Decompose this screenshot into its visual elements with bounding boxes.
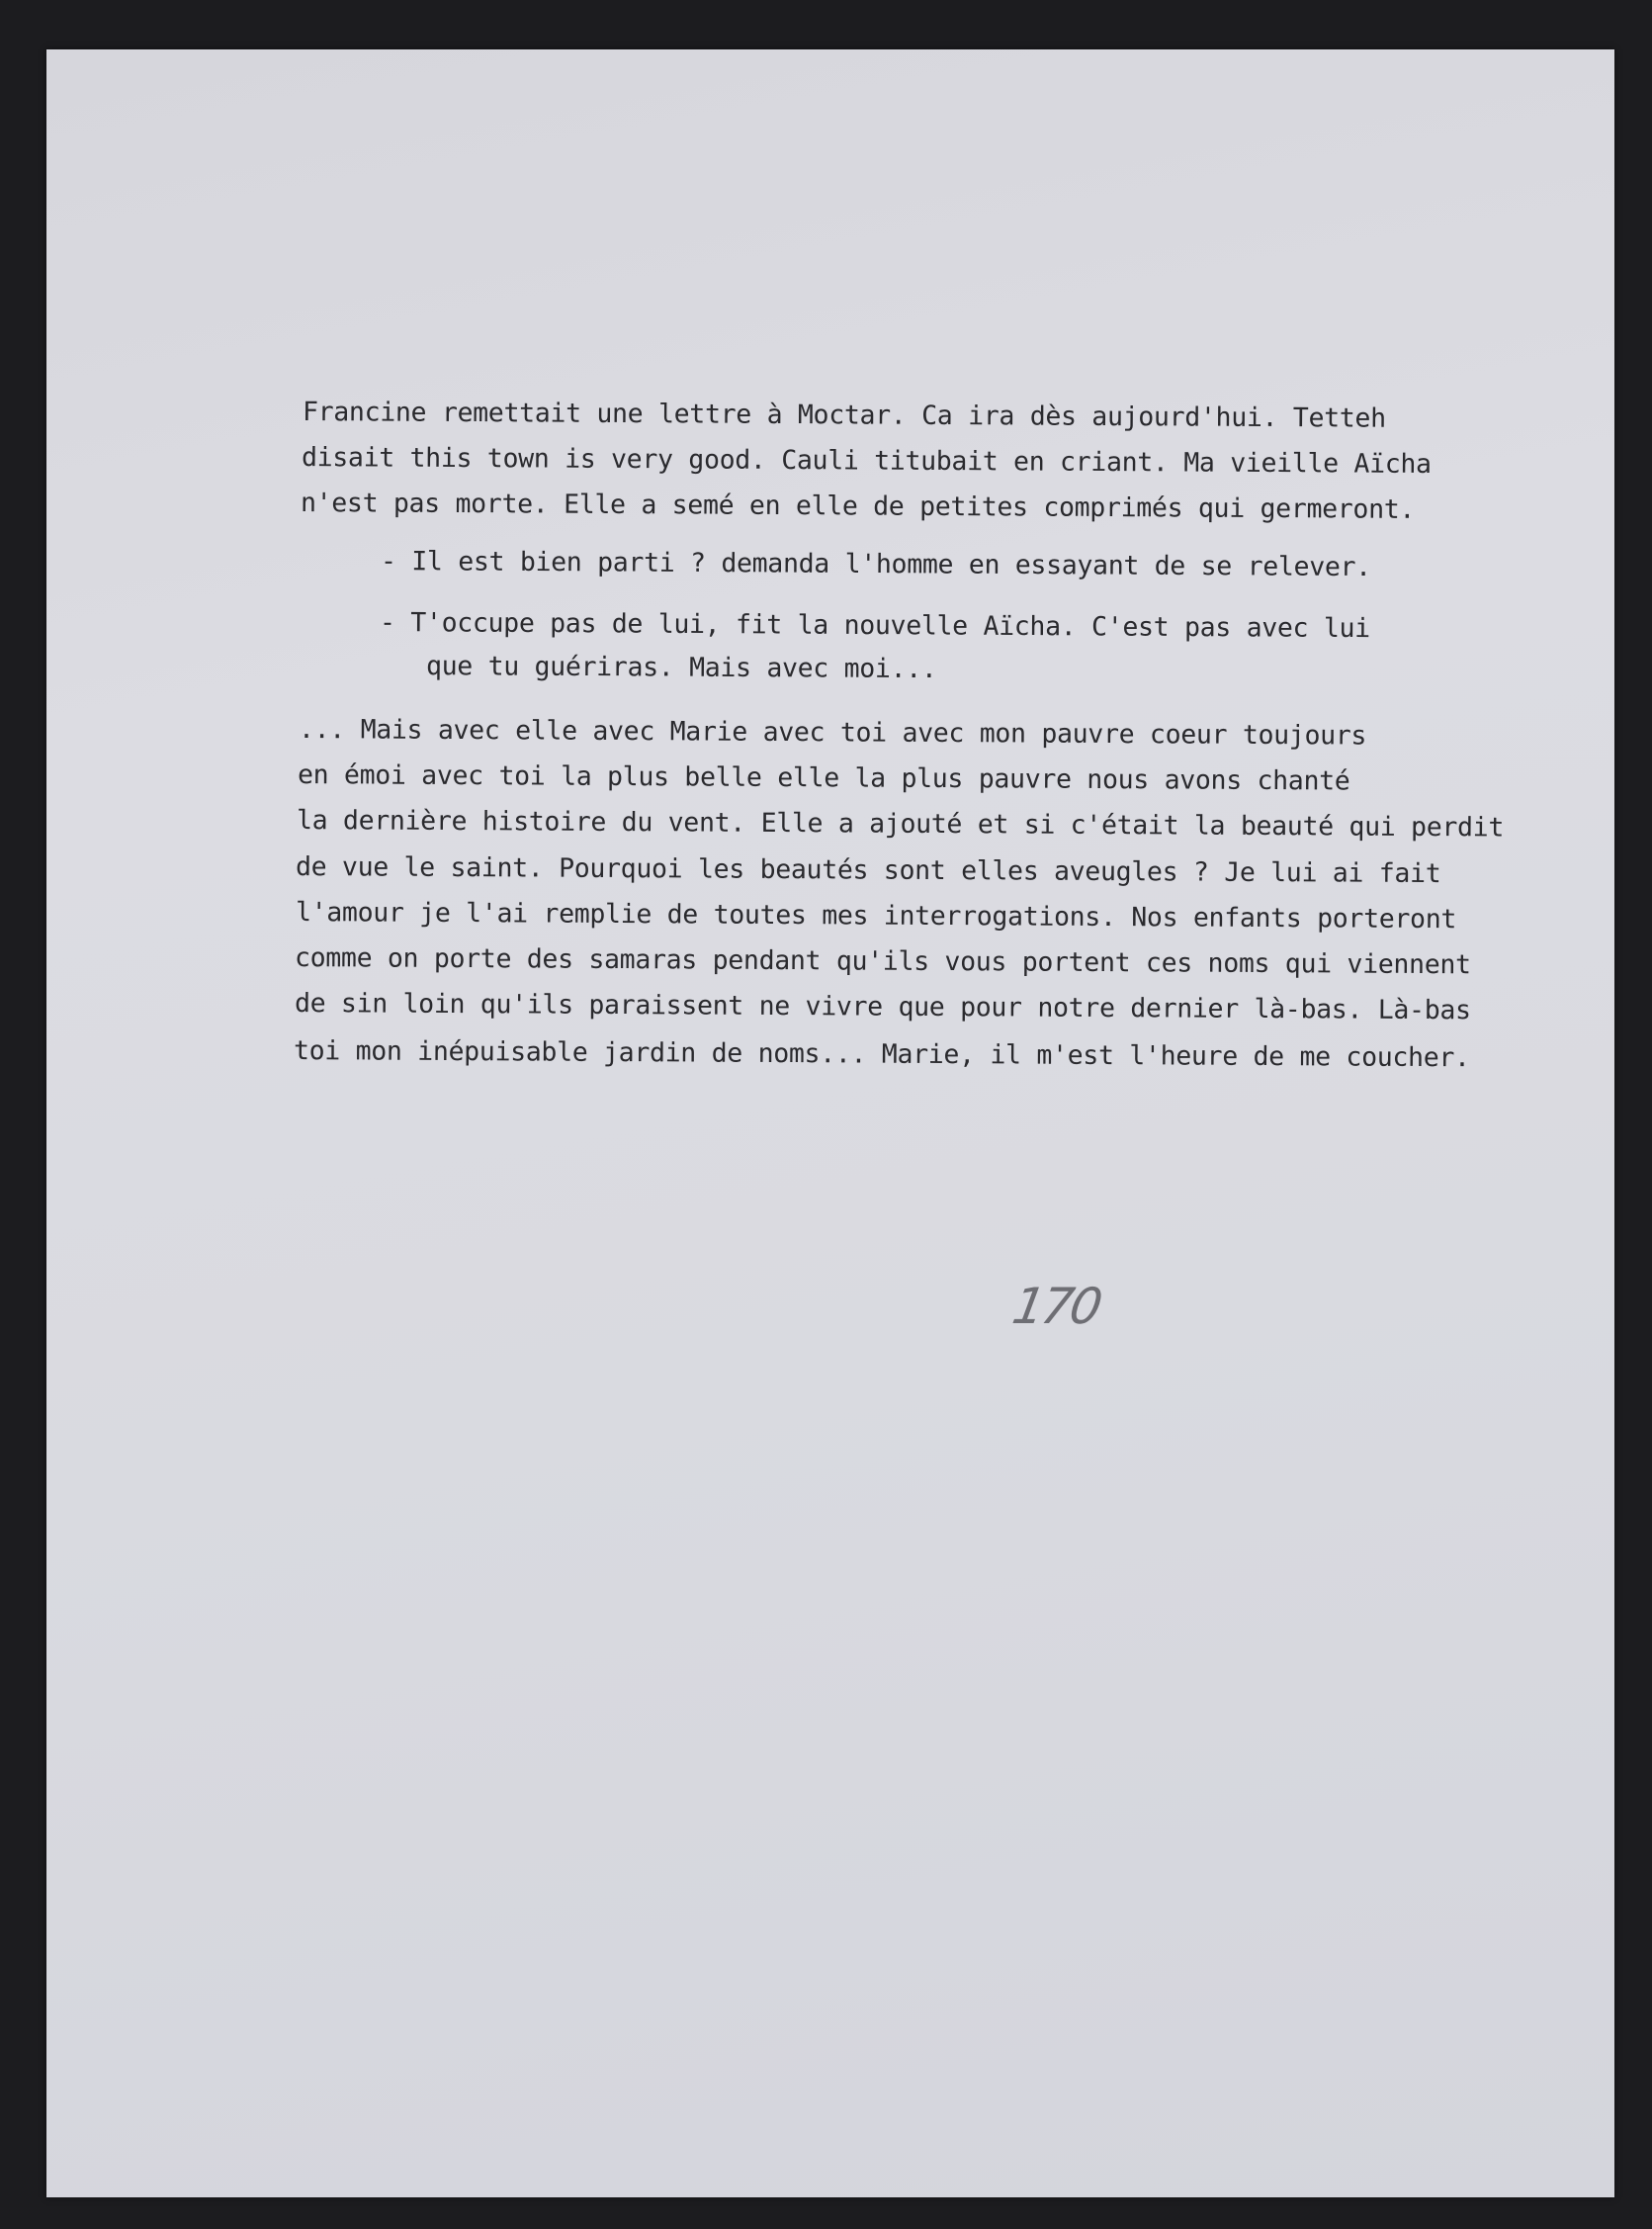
dialogue-line: que tu guériras. Mais avec moi...	[425, 651, 937, 685]
text-line: ... Mais avec elle avec Marie avec toi avec mon pauvre coeur toujours	[298, 714, 1367, 752]
handwritten-page-number: 170	[1007, 1278, 1104, 1335]
text-line: l'amour je l'ai remplie de toutes mes interrogations. Nos enfants porteront	[295, 897, 1457, 936]
text-line: la dernière histoire du vent. Elle a ajouté et si c'était la beauté qui perdit	[296, 805, 1505, 844]
dialogue-line: - T'occupe pas de lui, fit la nouvelle Aïcha. C'est pas avec lui	[379, 607, 1370, 645]
text-line: Francine remettait une lettre à Moctar. Ca ira dès aujourd'hui. Tetteh	[302, 397, 1386, 434]
text-line: disait this town is very good. Cauli titubait en criant. Ma vieille Aïcha	[301, 442, 1432, 480]
text-line: de sin loin qu'ils paraissent ne vivre que pour notre dernier là-bas. Là-bas	[294, 988, 1471, 1026]
paper-page	[46, 49, 1614, 2197]
text-line: n'est pas morte. Elle a semé en elle de petites comprimés qui germeront.	[300, 488, 1416, 525]
dialogue-line: - Il est bien parti ? demanda l'homme en essayant de se relever.	[380, 546, 1371, 583]
text-line: de vue le saint. Pourquoi les beautés sont elles aveugles ? Je lui ai fait	[295, 851, 1441, 890]
text-line: en émoi avec toi la plus belle elle la plus pauvre nous avons chanté	[297, 759, 1350, 797]
text-line: comme on porte des samaras pendant qu'ils vous portent ces noms qui viennent	[294, 942, 1471, 981]
text-line: toi mon inépuisable jardin de noms... Marie, il m'est l'heure de me coucher.	[293, 1035, 1470, 1074]
